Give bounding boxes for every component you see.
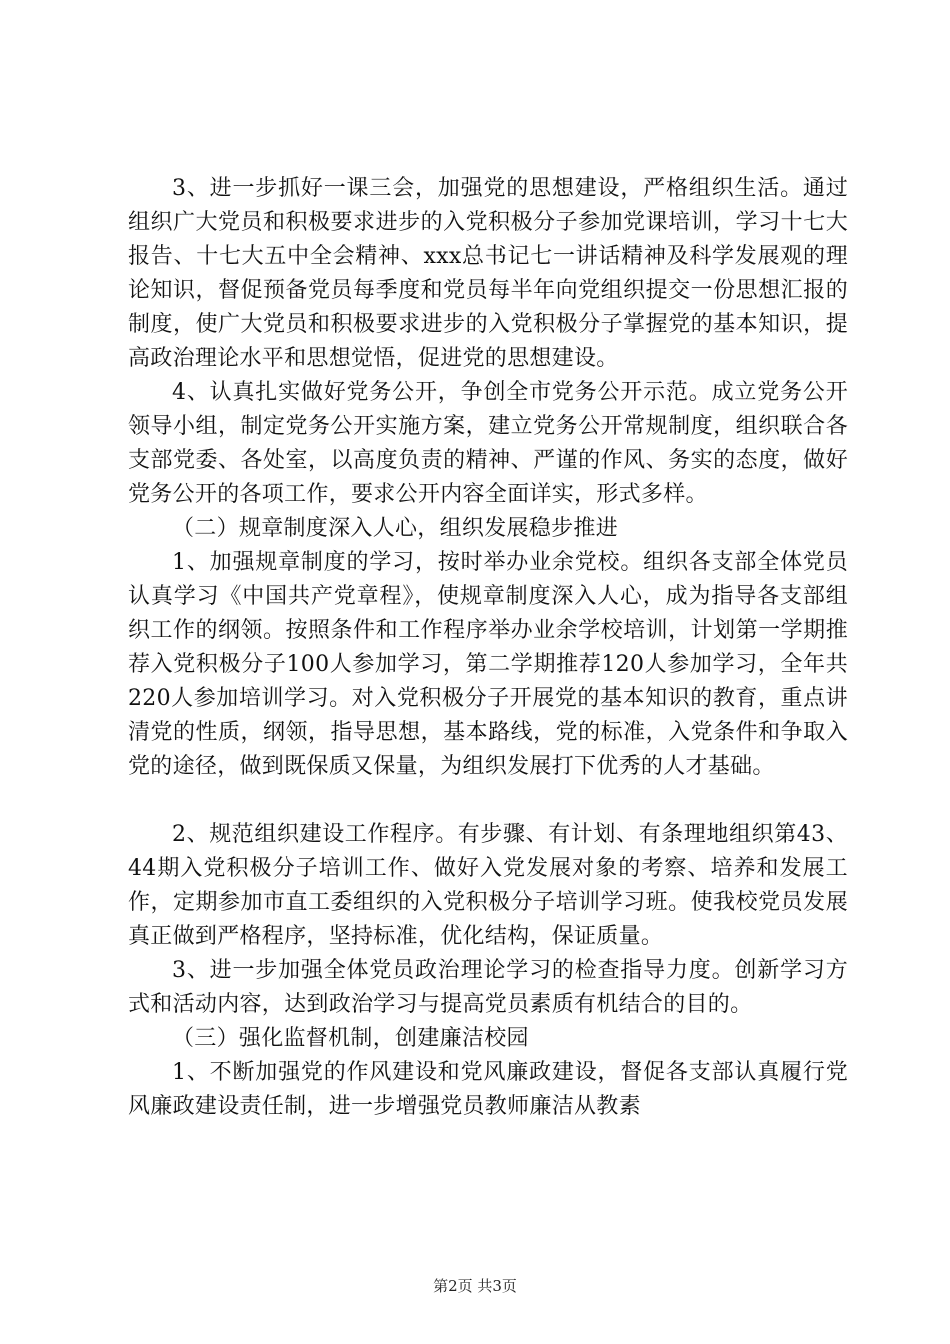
section-heading-supervision: （三）强化监督机制，创建廉洁校园	[172, 1026, 529, 1051]
document-body	[128, 172, 848, 1124]
paragraph-study-meetings: 3、进一步抓好一课三会，加强党的思想建设，严格组织生活。通过组织广大党员和积极要求进步的入党积极分子参加党课培训，学习十七大报告、十七大五中全会精神、xxx总书记七一讲话精神及科学发展观的理论知识，督促预备党员每季度和党员每半年向党组织提交一份思想汇报的制度，使广大党员和积极要求进步的入党积极分子掌握党的基本知识，提高政治理论水平和思想觉悟，促进党的思想建设。	[128, 176, 848, 371]
section-heading-rules-and-development: （二）规章制度深入人心，组织发展稳步推进	[172, 516, 619, 541]
paragraph-organization-procedure: 2、规范组织建设工作程序。有步骤、有计划、有条理地组织第43、44期入党积极分子培训工作、做好入党发展对象的考察、培养和发展工作，定期参加市直工委组织的入党积极分子培训学习班。使我校党员发展真正做到严格程序，坚持标准，优化结构，保证质量。	[128, 822, 848, 949]
paragraph-party-affairs-openness: 4、认真扎实做好党务公开，争创全市党务公开示范。成立党务公开领导小组，制定党务公开实施方案，建立党务公开常规制度，组织联合各支部党委、各处室，以高度负责的精神、严谨的作风、务实的态度，做好党务公开的各项工作，要求公开内容全面详实，形式多样。	[128, 380, 848, 507]
paragraph-integrity-building: 1、不断加强党的作风建设和党风廉政建设，督促各支部认真履行党风廉政建设责任制，进一步增强党员教师廉洁从教素	[128, 1060, 848, 1119]
paragraph-theory-study-inspection: 3、进一步加强全体党员政治理论学习的检查指导力度。创新学习方式和活动内容，达到政治学习与提高党员素质有机结合的目的。	[128, 958, 848, 1017]
page-footer: 第2页 共3页	[433, 1277, 517, 1295]
paragraph-rules-study: 1、加强规章制度的学习，按时举办业余党校。组织各支部全体党员认真学习《中国共产党章程》，使规章制度深入人心，成为指导各支部组织工作的纲领。按照条件和工作程序举办业余学校培训，计划第一学期推荐入党积极分子100人参加学习，第二学期推荐120人参加学习，全年共220人参加培训学习。对入党积极分子开展党的基本知识的教育，重点讲清党的性质，纲领，指导思想，基本路线，党的标准，入党条件和争取入党的途径，做到既保质又保量，为组织发展打下优秀的人才基础。	[128, 550, 848, 779]
paragraph-gap	[128, 784, 848, 818]
